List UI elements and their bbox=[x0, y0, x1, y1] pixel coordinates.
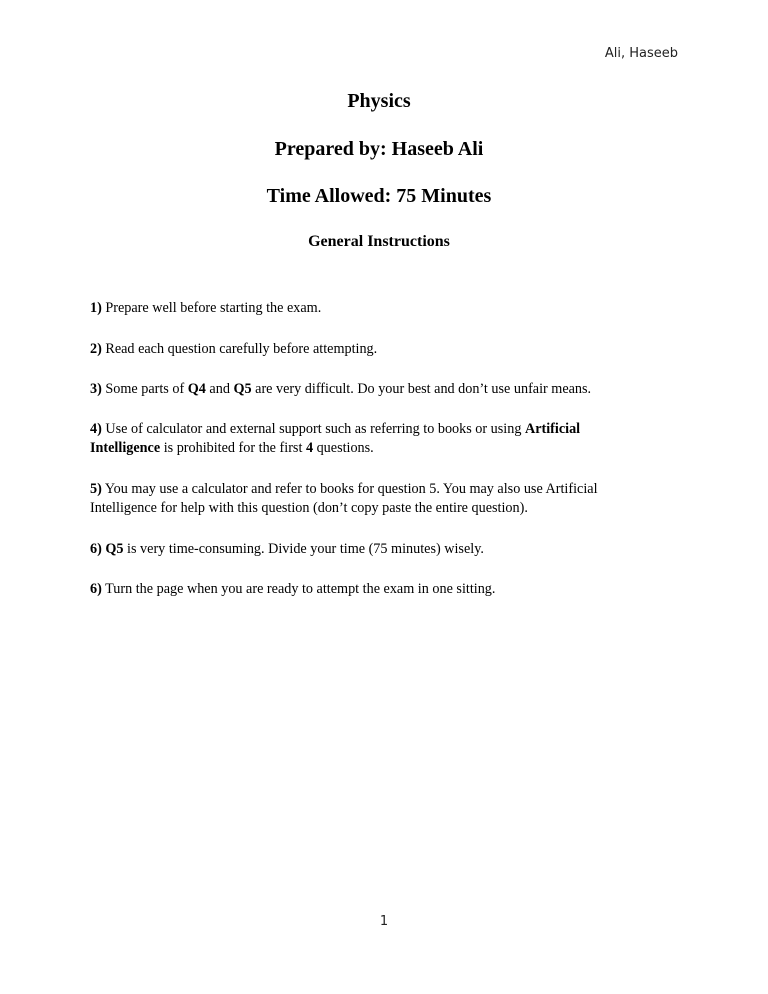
instruction-item: 2) Read each question carefully before attempting. bbox=[90, 341, 378, 357]
instruction-item: 1) Prepare well before starting the exam. bbox=[90, 300, 322, 316]
instruction-number: 5) bbox=[90, 481, 102, 497]
emphasis: Artificial Intelligence bbox=[90, 421, 581, 456]
instruction-number: 6) bbox=[90, 581, 102, 597]
emphasis: Q5 bbox=[233, 381, 252, 397]
time-allowed: Time Allowed: 75 Minutes bbox=[266, 185, 492, 207]
instruction-number: 6) Q5 bbox=[90, 541, 124, 557]
instruction-item: 3) Some parts of Q4 and Q5 are very difficult. Do your best and don’t use unfair means. bbox=[90, 381, 592, 397]
emphasis: Q4 bbox=[187, 381, 206, 397]
instruction-item: 4) Use of calculator and external support such as referring to books or using Artificial Intelligence is prohibited for the first 4 questions. bbox=[90, 421, 581, 456]
prepared-by: Prepared by: Haseeb Ali bbox=[274, 138, 484, 160]
emphasis: 4 bbox=[305, 440, 314, 456]
instruction-number: 1) bbox=[90, 300, 102, 316]
instruction-item: 6) Q5 is very time-consuming. Divide your time (75 minutes) wisely. bbox=[90, 541, 484, 557]
instruction-number: 4) bbox=[90, 421, 102, 437]
page-number: 1 bbox=[379, 914, 389, 929]
instruction-number: 2) bbox=[90, 341, 102, 357]
section-heading: General Instructions bbox=[308, 233, 450, 250]
instruction-number: 3) bbox=[90, 381, 102, 397]
running-header-author: Ali, Haseeb bbox=[604, 46, 678, 61]
subject-title: Physics bbox=[347, 90, 411, 112]
instruction-item: 5) You may use a calculator and refer to books for question 5. You may also use Artificial Intelligence for help with this question (don’t copy paste the entire question). bbox=[90, 481, 598, 516]
instruction-item: 6) Turn the page when you are ready to attempt the exam in one sitting. bbox=[90, 581, 496, 597]
